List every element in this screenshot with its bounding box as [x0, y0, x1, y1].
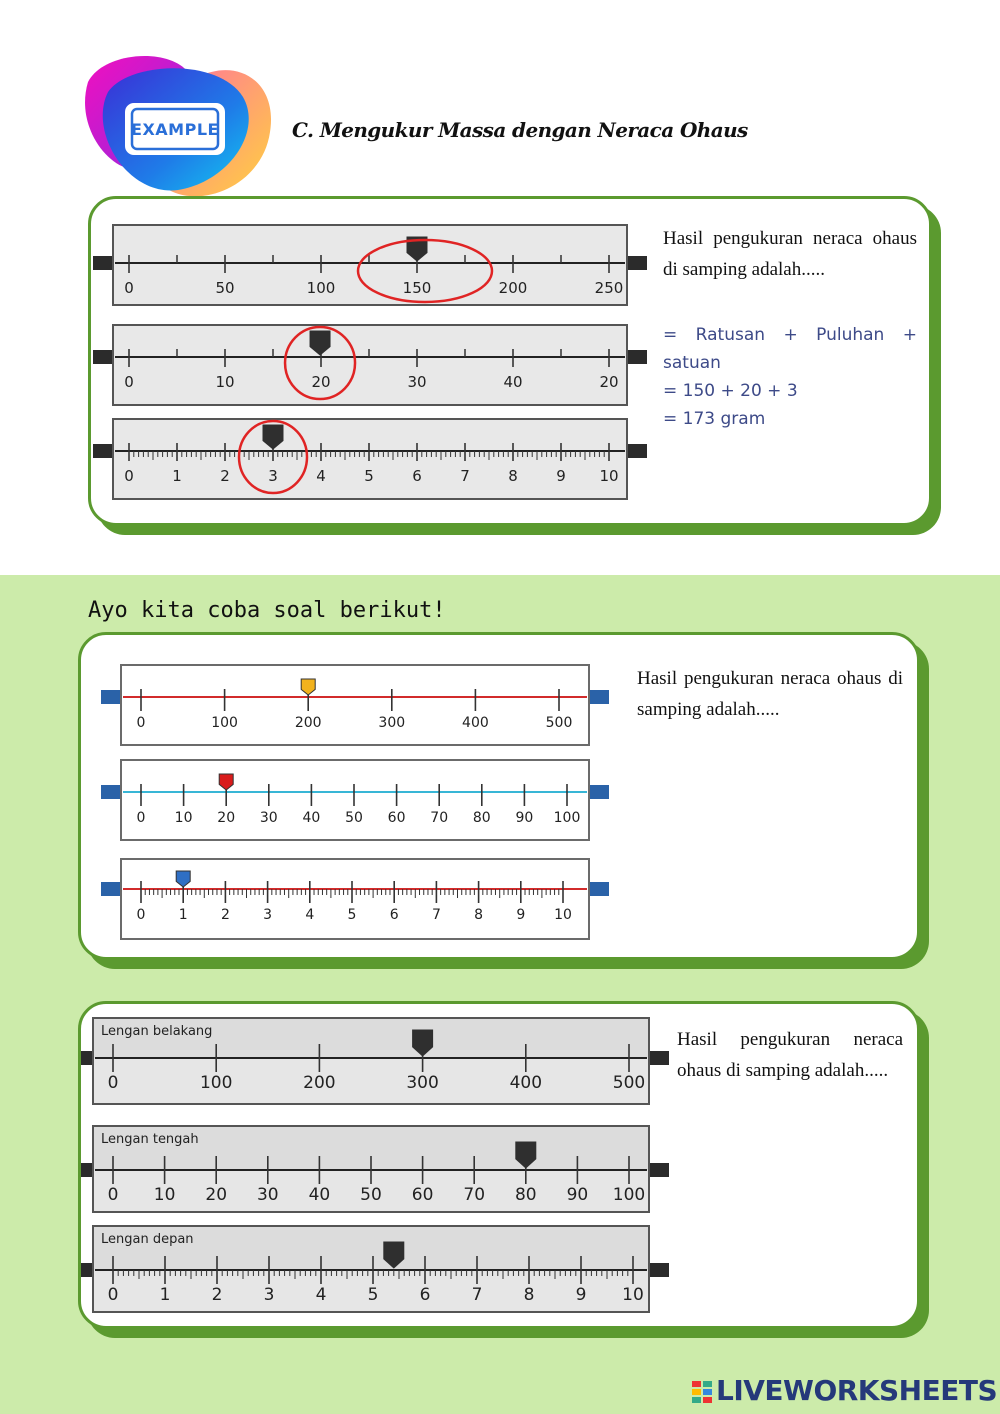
answer-line: = Ratusan + Puluhan + satuan	[663, 325, 917, 373]
tick-label: 0	[136, 715, 146, 731]
question2-text: Hasil pengukuran neraca ohaus di samping adalah.....	[677, 1029, 903, 1081]
tick-label: 40	[503, 373, 523, 391]
tick-label: 1	[178, 907, 188, 923]
question2-card	[78, 1001, 920, 1329]
question1-card	[78, 632, 920, 960]
tick-label: 20	[217, 810, 236, 826]
beam-label: Lengan depan	[101, 1232, 194, 1247]
example-question: Hasil pengukuran neraca ohaus di samping adalah.....	[663, 228, 917, 280]
tick-label: 100	[199, 1073, 233, 1093]
tick-label: 150	[402, 279, 432, 297]
beam-body	[121, 859, 589, 939]
beam-end-clamp	[587, 785, 609, 799]
tick-label: 30	[407, 373, 427, 391]
tick-label: 70	[463, 1185, 486, 1205]
tick-label: 2	[220, 907, 230, 923]
tick-label: 300	[406, 1073, 439, 1093]
beam-end-clamp	[101, 785, 123, 799]
question2-beams	[81, 1004, 681, 1322]
beam-body	[113, 225, 627, 305]
tick-label: 6	[389, 907, 399, 923]
beam-label: Lengan tengah	[101, 1132, 199, 1147]
tick-label: 400	[462, 715, 489, 731]
tick-label: 9	[556, 467, 566, 485]
tick-label: 10	[599, 467, 619, 485]
practice-intro: Ayo kita coba soal berikut!	[88, 598, 446, 623]
tick-label: 0	[107, 1073, 119, 1093]
tick-label: 10	[554, 907, 572, 923]
beam-end-clamp	[93, 350, 115, 364]
tick-label: 200	[498, 279, 528, 297]
tick-label: 30	[259, 810, 278, 826]
tick-label: 3	[263, 907, 273, 923]
brand-text: LIVEWORKSHEETS	[716, 1374, 998, 1407]
tick-label: 80	[472, 810, 491, 826]
tick-label: 50	[215, 279, 235, 297]
tick-label: 4	[315, 1285, 327, 1305]
tick-label: 100	[553, 810, 581, 826]
example-beams	[91, 199, 651, 519]
beam-body	[113, 419, 627, 499]
tick-label: 50	[345, 810, 363, 826]
tick-label: 9	[575, 1285, 587, 1305]
tick-label: 500	[612, 1073, 646, 1093]
beam-end-clamp	[587, 690, 609, 704]
beam-end-clamp	[625, 444, 647, 458]
answer-line: = 173 gram	[663, 409, 766, 429]
tick-label: 3	[263, 1285, 275, 1305]
beam-end-clamp	[101, 690, 123, 704]
tick-label: 1	[172, 467, 182, 485]
beam-end-clamp	[587, 882, 609, 896]
tick-label: 0	[124, 467, 134, 485]
tick-label: 4	[316, 467, 326, 485]
beam-end-clamp	[647, 1263, 669, 1277]
tick-label: 4	[305, 907, 315, 923]
example-answer	[663, 321, 917, 433]
tick-label: 500	[545, 715, 573, 731]
tick-label: 100	[211, 715, 238, 731]
tick-label: 0	[124, 279, 134, 297]
tick-label: 0	[136, 907, 146, 923]
answer-line: = 150 + 20 + 3	[663, 381, 798, 401]
tick-label: 70	[430, 810, 449, 826]
tick-label: 300	[378, 715, 406, 731]
brand-icon	[692, 1381, 712, 1403]
tick-label: 10	[215, 373, 235, 391]
beam-end-clamp	[647, 1051, 669, 1065]
beam-body	[121, 665, 589, 745]
beam-end-clamp	[625, 256, 647, 270]
tick-label: 6	[412, 467, 422, 485]
tick-label: 60	[411, 1185, 434, 1205]
tick-label: 0	[107, 1185, 119, 1205]
example-card	[88, 196, 932, 526]
tick-label: 5	[364, 467, 374, 485]
tick-label: 40	[302, 810, 321, 826]
tick-label: 20	[599, 373, 619, 391]
tick-label: 1	[159, 1285, 171, 1305]
tick-label: 50	[360, 1185, 382, 1205]
beam-end-clamp	[93, 256, 115, 270]
tick-label: 60	[387, 810, 406, 826]
tick-label: 8	[474, 907, 484, 923]
tick-label: 0	[107, 1285, 119, 1305]
tick-label: 30	[256, 1185, 279, 1205]
tick-label: 250	[594, 279, 624, 297]
tick-label: 0	[136, 810, 146, 826]
tick-label: 5	[367, 1285, 379, 1305]
tick-label: 0	[124, 373, 134, 391]
tick-label: 3	[268, 467, 278, 485]
example-badge	[78, 52, 274, 202]
tick-label: 7	[471, 1285, 483, 1305]
tick-label: 2	[211, 1285, 223, 1305]
tick-label: 7	[460, 467, 470, 485]
tick-label: 80	[514, 1185, 537, 1205]
tick-label: 200	[303, 1073, 336, 1093]
tick-label: 9	[516, 907, 526, 923]
tick-label: 6	[419, 1285, 431, 1305]
tick-label: 400	[509, 1073, 543, 1093]
beam-end-clamp	[647, 1163, 669, 1177]
tick-label: 40	[308, 1185, 331, 1205]
tick-label: 20	[311, 373, 331, 391]
beam-label: Lengan belakang	[101, 1024, 213, 1039]
tick-label: 100	[612, 1185, 646, 1205]
tick-label: 100	[306, 279, 336, 297]
tick-label: 8	[508, 467, 518, 485]
tick-label: 90	[566, 1185, 589, 1205]
tick-label: 200	[294, 715, 322, 731]
tick-label: 8	[523, 1285, 535, 1305]
beam-body	[113, 325, 627, 405]
brand-logo	[692, 1374, 997, 1407]
tick-label: 2	[220, 467, 230, 485]
beam-body	[121, 760, 589, 840]
beam-end-clamp	[625, 350, 647, 364]
tick-label: 10	[622, 1285, 644, 1305]
tick-label: 20	[205, 1185, 228, 1205]
question1-text: Hasil pengukuran neraca ohaus di samping adalah.....	[637, 668, 903, 720]
badge-label: EXAMPLE	[131, 120, 219, 139]
tick-label: 5	[347, 907, 357, 923]
tick-label: 90	[515, 810, 534, 826]
question1-beams	[81, 635, 626, 953]
tick-label: 10	[153, 1185, 176, 1205]
beam-end-clamp	[93, 444, 115, 458]
tick-label: 7	[431, 907, 441, 923]
beam-end-clamp	[101, 882, 123, 896]
tick-label: 10	[174, 810, 193, 826]
page-title: C. Mengukur Massa dengan Neraca Ohaus	[292, 118, 748, 142]
